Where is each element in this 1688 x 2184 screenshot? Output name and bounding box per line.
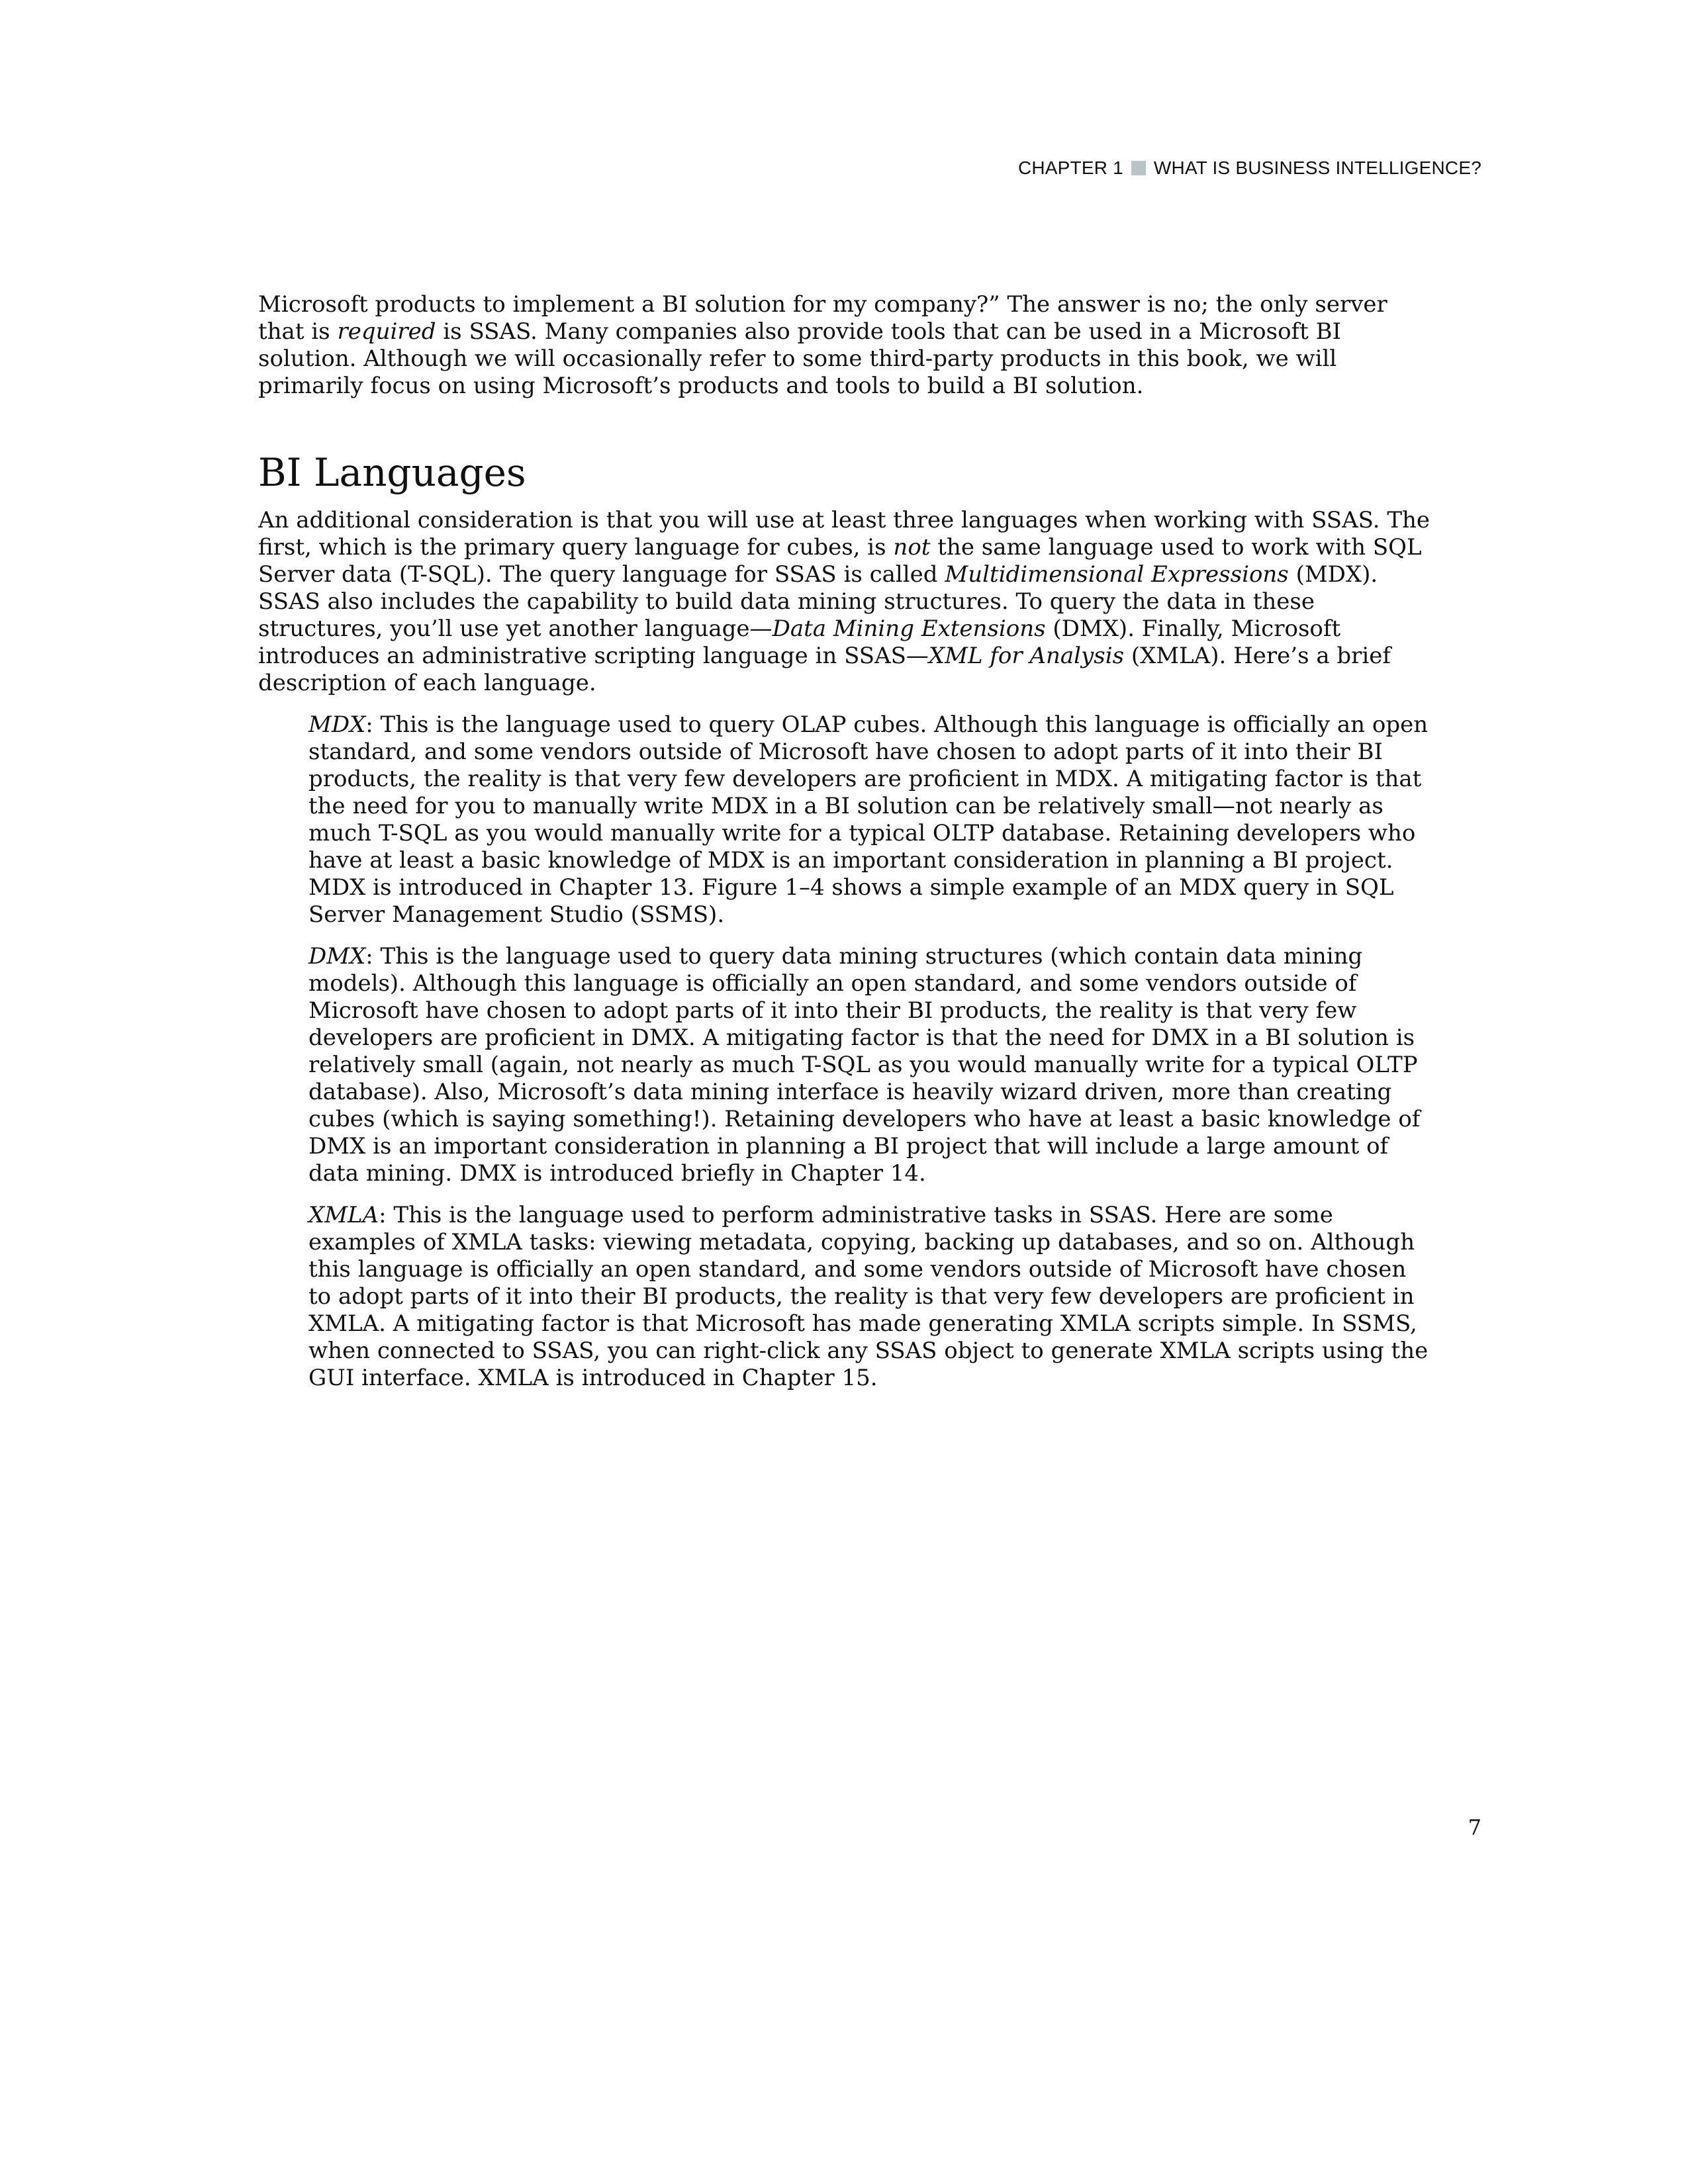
term-dmx: DMX [308,943,366,970]
term-mdx: MDX [308,711,366,738]
definition-xmla: : This is the language used to perform administrative tasks in SSAS. Here are some examples of XMLA tasks: viewing metadata, copying, backing up databases, and so on. Although this language is officially an open standard, and some vendors outside of Microsoft have chosen to adopt parts of it into their BI products, the reality is that very few developers are proficient in XMLA. A mitigating factor is that Microsoft has made generating XMLA scripts simple. In SSMS, when connected to SSAS, you can right-click any SSAS object to generate XMLA scripts using the GUI interface. XMLA is introduced in Chapter 15. [308,1202,1429,1391]
para-emphasis-not: not [893,534,931,561]
intro-emphasis: required [337,318,436,345]
header-separator-square [1131,161,1146,175]
para-text-2: the same language used to work with SQL Server data (T-SQL). The query language for SSAS is called [258,534,1422,588]
para-emphasis-mdx-term: Multidimensional Expressions [945,561,1289,588]
para-text-5: (XMLA). Here’s a brief description of each language. [258,643,1391,696]
list-item-xmla [308,1202,1435,1392]
term-xmla: XMLA [308,1202,379,1228]
para-text-4: (DMX). Finally, Microsoft introduces an administrative scripting language in SSAS— [258,615,1341,669]
para-emphasis-xmla-term: XML for Analysis [928,643,1125,669]
chapter-label: CHAPTER 1 [1017,158,1123,178]
para-text-3: (MDX). SSAS also includes the capability to build data mining structures. To query the data in these structures, you’ll use yet another language— [258,561,1378,642]
page-content [258,291,1436,1406]
intro-text-1: Microsoft products to implement a BI solution for my company?” The answer is no; the only server that is [258,291,1387,345]
intro-paragraph [258,291,1436,400]
section-paragraph [258,507,1436,697]
para-emphasis-dmx-term: Data Mining Extensions [772,615,1046,642]
para-text-1: An additional consideration is that you will use at least three languages when working with SSAS. The first, which is the primary query language for cubes, is [258,507,1430,561]
list-item-dmx [308,943,1435,1187]
page-number: 7 [1468,1815,1481,1840]
language-definition-list [308,711,1435,1392]
definition-mdx: : This is the language used to query OLAP cubes. Although this language is officially an open standard, and some vendors outside of Microsoft have chosen to adopt parts of it into their BI products, the reality is that very few developers are proficient in MDX. A mitigating factor is that the need for you to manually write MDX in a BI solution can be relatively small—not nearly as much T-SQL as you would manually write for a typical OLTP database. Retaining developers who have at least a basic knowledge of MDX is an important consideration in planning a BI project. MDX is introduced in Chapter 13. Figure 1–4 shows a simple example of an MDX query in SQL Server Management Studio (SSMS). [308,711,1429,928]
chapter-title: WHAT IS BUSINESS INTELLIGENCE? [1153,158,1481,178]
section-heading: BI Languages [258,450,526,495]
running-header [1018,158,1481,179]
intro-text-2: is SSAS. Many companies also provide tools that can be used in a Microsoft BI solution. Although we will occasionally refer to some third-party products in this book, we will primarily focus on using Microsoft’s products and tools to build a BI solution. [258,318,1342,399]
list-item-mdx [308,711,1435,929]
definition-dmx: : This is the language used to query data mining structures (which contain data mining models). Although this language is officially an open standard, and some vendors outside of Microsoft have chosen to adopt parts of it into their BI products, the reality is that very few developers are proficient in DMX. A mitigating factor is that the need for DMX in a BI solution is relatively small (again, not nearly as much T-SQL as you would manually write for a typical OLTP database). Also, Microsoft’s data mining interface is heavily wizard driven, more than creating cubes (which is saying something!). Retaining developers who have at least a basic knowledge of DMX is an important consideration in planning a BI project that will include a large amount of data mining. DMX is introduced briefly in Chapter 14. [308,943,1421,1187]
